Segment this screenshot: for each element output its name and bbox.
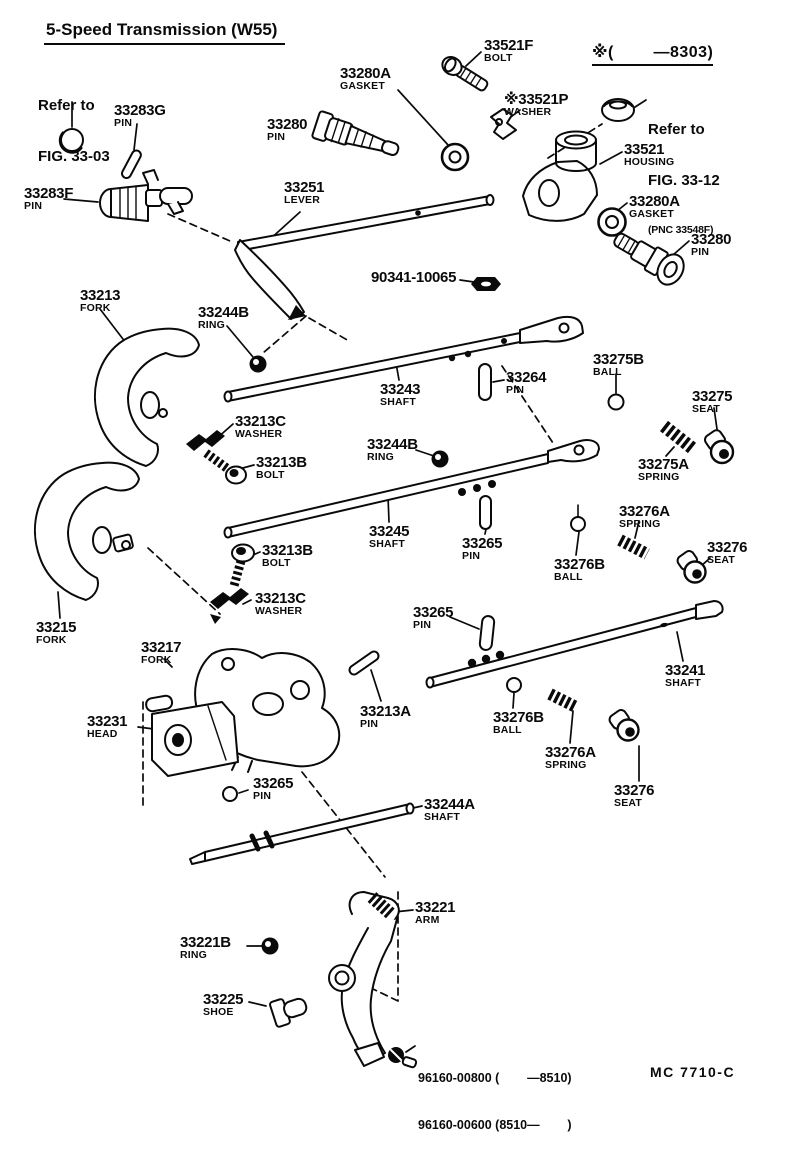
spring-33276a-1-drawing [620, 540, 647, 554]
part-number: 33241 [665, 662, 706, 679]
part-label-33280 [267, 117, 307, 143]
construction-dashed-lines [143, 124, 602, 1001]
part-label-33275A [638, 457, 689, 483]
shoe-33225-drawing [269, 992, 309, 1027]
part-number: 33217 [141, 639, 182, 656]
part-label-90341-10065 [371, 270, 456, 285]
pin-33265-3-drawing [223, 787, 237, 801]
seat-33275-drawing [703, 428, 733, 463]
refer-note-fig-33-12 [648, 86, 720, 253]
ring-33244b-2-drawing [432, 451, 449, 468]
part-label-33265 [413, 605, 453, 631]
refer-note-line: Refer to [38, 96, 95, 114]
part-label-33280 [691, 232, 731, 258]
part-number: 33276B [493, 709, 544, 726]
part-label-33244A [424, 797, 475, 823]
pin-33265-top-drawing [479, 615, 494, 650]
part-label-33521P [504, 92, 568, 118]
part-label-33215 [36, 620, 76, 646]
part-label-33276A [619, 504, 670, 530]
part-number: 33213B [256, 454, 307, 471]
refer-note-line: FIG. 33-03 [38, 148, 110, 166]
part-type: PIN [462, 550, 481, 563]
part-label-33280A [340, 66, 391, 92]
part-number: 33213 [80, 287, 121, 304]
cap-33548f-drawing [602, 99, 634, 121]
part-type: BOLT [256, 469, 285, 482]
part-number: 33213C [235, 413, 286, 430]
part-type: PIN [691, 246, 710, 259]
part-number: 33244A [424, 796, 475, 813]
part-label-33276 [614, 783, 654, 809]
part-number: 33280 [267, 116, 308, 133]
pin-33213a-drawing [354, 656, 374, 670]
screw-96160-drawing [388, 1047, 417, 1068]
part-number: 33265 [253, 775, 294, 792]
part-label-33521F [484, 38, 533, 64]
part-type: SHAFT [665, 677, 701, 690]
part-label-33221 [415, 900, 455, 926]
part-number: ※33521P [504, 91, 569, 108]
refer-note-fig-33-03 [38, 62, 110, 183]
part-label-33265 [462, 536, 502, 562]
head-33231-drawing [145, 695, 238, 776]
part-label-33241 [665, 663, 705, 689]
part-label-33265 [253, 776, 293, 802]
washer-33213c-1-drawing [186, 430, 225, 451]
part-label-33221B [180, 935, 231, 961]
seat-33276-2-drawing [608, 708, 639, 740]
part-number: 33221 [415, 899, 456, 916]
part-type: WASHER [504, 106, 552, 119]
part-type: GASKET [340, 80, 385, 93]
part-label-33213 [80, 288, 120, 314]
spring-33276a-2-drawing [550, 694, 576, 707]
part-number: 33276 [707, 539, 748, 556]
fastener-line: 96160-00800 ( —8510) [418, 1071, 572, 1086]
part-number: 33264 [506, 369, 547, 386]
part-number: 33276A [545, 744, 596, 761]
part-type: PIN [506, 384, 525, 397]
part-number: 33215 [36, 619, 77, 636]
part-label-33275B [593, 352, 644, 378]
part-type: SEAT [692, 403, 721, 416]
pin-33264-drawing [479, 364, 491, 400]
pin-33280-left-drawing [312, 111, 402, 164]
part-type: FORK [80, 302, 111, 315]
arrowhead [210, 614, 221, 624]
bolt-33521f-drawing [439, 53, 490, 94]
part-label-33213B [262, 543, 313, 569]
seat-33276-1-drawing [676, 549, 706, 582]
part-type: FORK [141, 654, 172, 667]
pin-33283f-drawing [100, 170, 192, 221]
gasket-33280a-left-drawing [442, 144, 468, 170]
part-label-33243 [380, 382, 420, 408]
part-number: 33280 [691, 231, 732, 248]
part-number: 33275A [638, 456, 689, 473]
nut-90341-drawing [471, 277, 501, 291]
part-number: 33283G [114, 102, 166, 119]
part-label-33217 [141, 640, 181, 666]
part-type: WASHER [255, 605, 303, 618]
part-label-33283F [24, 186, 73, 212]
fork-33213-drawing [95, 329, 199, 466]
part-type: PIN [413, 619, 432, 632]
part-number: 33245 [369, 523, 410, 540]
part-number: 90341-10065 [371, 269, 457, 286]
part-number: 33276B [554, 556, 605, 573]
part-number: 33244B [198, 304, 249, 321]
ball-33275b-drawing [609, 395, 624, 410]
part-number: 33251 [284, 179, 325, 196]
part-number: 33276 [614, 782, 655, 799]
part-number: 33265 [462, 535, 503, 552]
drawing-code: MC 7710-C [650, 1064, 736, 1080]
part-type: SHOE [203, 1006, 234, 1019]
arm-33221-drawing [329, 892, 399, 1066]
part-label-33276 [707, 540, 747, 566]
bolt-33213b-2-drawing [232, 545, 254, 587]
part-type: HOUSING [624, 156, 675, 169]
shaft-33244a-drawing [190, 804, 414, 865]
part-type: BOLT [484, 52, 513, 65]
part-type: SHAFT [380, 396, 416, 409]
housing-33521-drawing [523, 132, 597, 221]
fastener-part-numbers [418, 1040, 572, 1149]
pin-33283g-drawing [120, 149, 142, 180]
page-title: 5-Speed Transmission (W55) [44, 20, 285, 45]
part-type: PIN [114, 117, 133, 130]
part-type: PIN [253, 790, 272, 803]
part-number: 33265 [413, 604, 454, 621]
part-label-33264 [506, 370, 546, 396]
part-label-33244B [198, 305, 249, 331]
ring-33221b-drawing [262, 938, 279, 955]
part-number: 33225 [203, 991, 244, 1008]
part-number: 33231 [87, 713, 128, 730]
part-number: 33213C [255, 590, 306, 607]
part-number: 33275B [593, 351, 644, 368]
part-type: BALL [493, 724, 522, 737]
part-number: 33243 [380, 381, 421, 398]
washer-33213c-2-drawing [210, 588, 249, 609]
part-type: FORK [36, 634, 67, 647]
part-type: LEVER [284, 194, 321, 207]
part-number: 33276A [619, 503, 670, 520]
part-type: RING [198, 319, 226, 332]
part-label-33213B [256, 455, 307, 481]
refer-note-line: Refer to [648, 120, 705, 138]
bolt-33213b-1-drawing [206, 453, 246, 484]
part-label-33213C [255, 591, 306, 617]
part-type: SEAT [707, 554, 736, 567]
part-label-33213C [235, 414, 286, 440]
part-type: PIN [24, 200, 43, 213]
part-label-33245 [369, 524, 409, 550]
part-type: BOLT [262, 557, 291, 570]
part-type: RING [180, 949, 208, 962]
part-label-33213A [360, 704, 411, 730]
part-type: PIN [267, 131, 286, 144]
part-label-33251 [284, 180, 324, 206]
part-number: 33213B [262, 542, 313, 559]
part-type: SPRING [619, 518, 661, 531]
part-type: WASHER [235, 428, 283, 441]
part-label-33521 [624, 142, 674, 168]
part-number: 33283F [24, 185, 74, 202]
ball-33276b-2-drawing [507, 678, 521, 692]
refer-note-line: FIG. 33-12 [648, 172, 720, 190]
part-label-33276A [545, 745, 596, 771]
part-number: 33521F [484, 37, 534, 54]
lever-33251-drawing [235, 195, 494, 320]
part-type: GASKET [629, 208, 674, 221]
part-type: SPRING [545, 759, 587, 772]
part-label-33276B [493, 710, 544, 736]
part-number: 33244B [367, 436, 418, 453]
part-label-33275 [692, 389, 732, 415]
part-number: 33275 [692, 388, 733, 405]
part-number: 33213A [360, 703, 411, 720]
part-type: BALL [593, 366, 622, 379]
part-label-33276B [554, 557, 605, 583]
part-label-33225 [203, 992, 243, 1018]
pin-33265-2-drawing [480, 496, 491, 529]
spring-33275a-drawing [664, 426, 692, 448]
part-label-33283G [114, 103, 166, 129]
fastener-line: 96160-00600 (8510— ) [418, 1118, 572, 1133]
part-type: PIN [360, 718, 379, 731]
fork-33215-drawing [35, 463, 139, 600]
refer-note-pnc: (PNC 33548F) [648, 224, 714, 236]
gasket-33280a-right-drawing [599, 209, 626, 236]
applicability-note: ※( —8303) [592, 42, 713, 66]
part-type: ARM [415, 914, 440, 927]
part-label-33280A [629, 194, 680, 220]
part-type: SHAFT [369, 538, 405, 551]
part-number: 33521 [624, 141, 665, 158]
part-number: 33221B [180, 934, 231, 951]
part-number: 33280A [340, 65, 391, 82]
part-type: SEAT [614, 797, 643, 810]
part-label-33244B [367, 437, 418, 463]
part-type: RING [367, 451, 395, 464]
part-label-33231 [87, 714, 127, 740]
ball-33276b-1-drawing [571, 505, 585, 531]
part-type: HEAD [87, 728, 118, 741]
ring-33244b-1-drawing [250, 356, 267, 373]
part-type: BALL [554, 571, 583, 584]
part-type: SPRING [638, 471, 680, 484]
part-number: 33280A [629, 193, 680, 210]
part-type: SHAFT [424, 811, 460, 824]
